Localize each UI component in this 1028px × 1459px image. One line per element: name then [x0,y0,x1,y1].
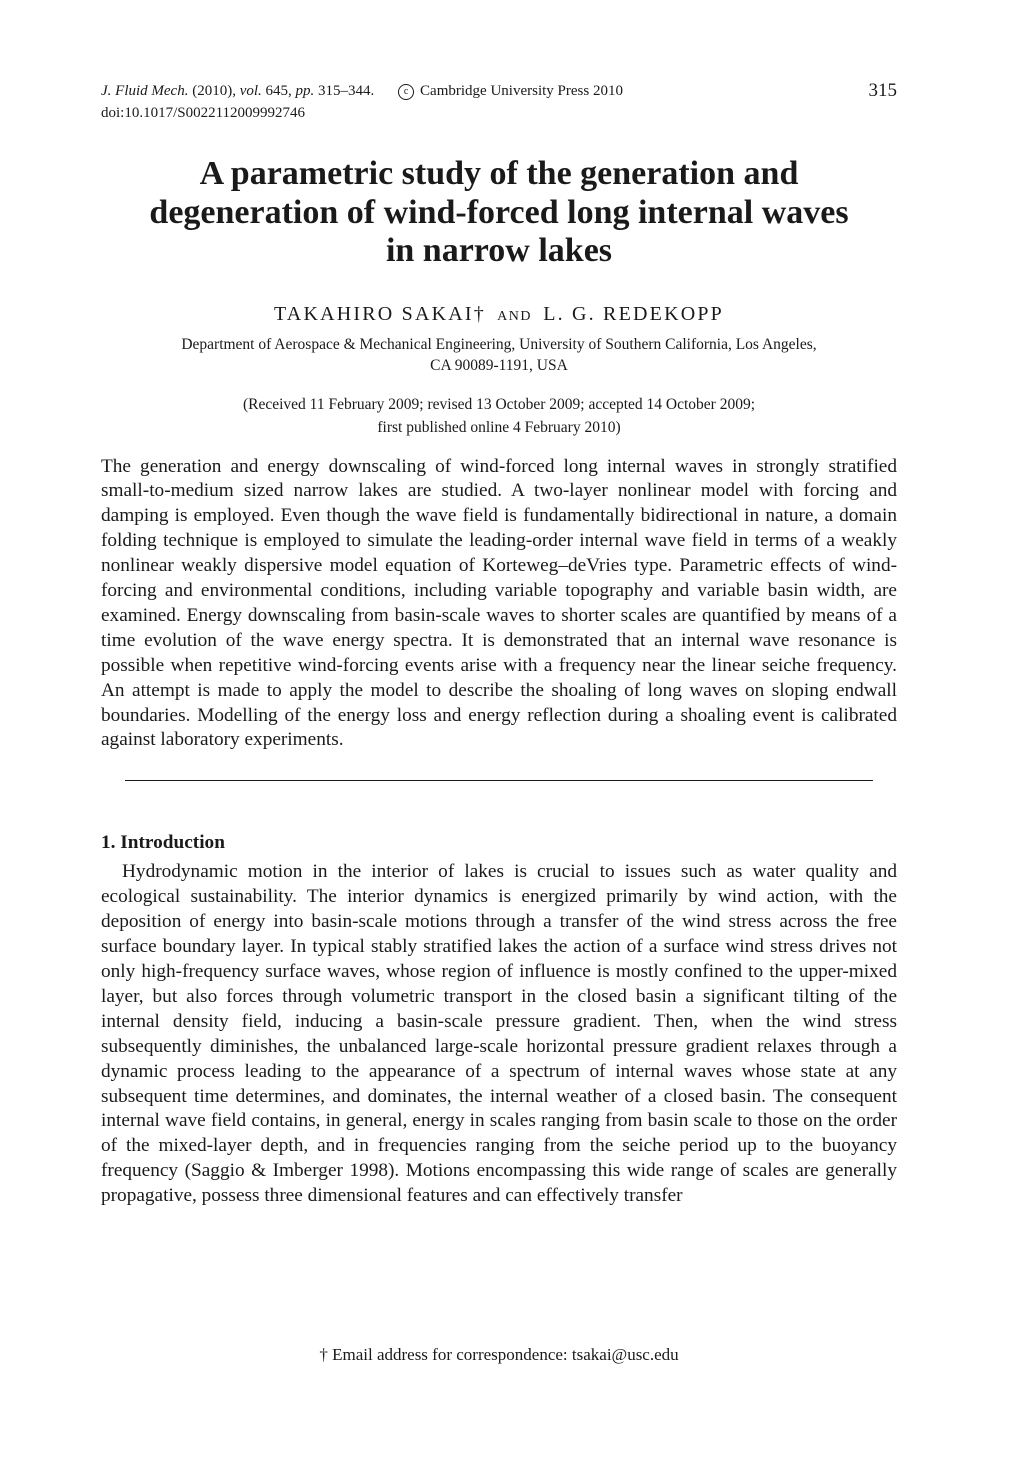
received-line: (Received 11 February 2009; revised 13 October 2009; accepted 14 October 2009; [242,395,756,413]
journal-name: J. Fluid Mech. [101,83,189,99]
received-line: first published online 4 February 2010) [377,418,621,436]
affiliation-line: CA 90089-1191, USA [430,356,568,374]
pages-label: pp. [295,83,315,99]
volume-number: 645, [265,83,292,99]
running-header [101,80,897,128]
doi: doi:10.1017/S0022112009992746 [101,105,306,121]
author-conjunction: AND [497,308,532,324]
author-sakai: TAKAHIRO SAKAI† [273,302,486,325]
affiliation [101,334,897,376]
page-number: 315 [868,80,897,101]
paper-page [101,80,897,1364]
section-heading: 1. Introduction [101,832,225,854]
citation-line [101,80,897,102]
paper-title: A parametric study of the generation and degeneration of wind-forced long internal waves in narrow lakes [149,155,849,269]
introduction-paragraph: Hydrodynamic motion in the interior of lakes is crucial to issues such as water quality and ecological sustainability. The interior dynamics is energized primarily by wind action, with the deposition of energy into basin-scale motions through a transfer of the wind stress across the free surface boundary layer. In typical stably stratified lakes the action of a surface wind stress drives not only high-frequency surface waves, whose region of influence is mostly confined to the upper-mixed layer, but also forces through volumetric transport in the closed basin a significant tilting of the internal density field, inducing a basin-scale pressure gradient. Then, when the wind stress subsequently diminishes, the unbalanced large-scale horizontal pressure gradient relaxes through a dynamic process leading to the appearance of a spectrum of internal waves whose state at any subsequent time determines, and dominates, the internal weather of a closed basin. The consequent internal wave field contains, in general, energy in scales ranging from basin scale to those on the order of the mixed-layer depth, and in frequencies ranging from the seiche period up to the buoyancy frequency (Saggio & Imberger 1998). Motions encompassing this wide range of scales are generally propagative, possess three dimensional features and can effectively transfer [101,861,897,1207]
abstract-divider [125,780,873,781]
copyright-notice [398,83,623,99]
journal-year: (2010), [192,83,236,99]
author-redekopp: L. G. REDEKOPP [543,302,724,325]
abstract: The generation and energy downscaling of wind-forced long internal waves in strongly stratified small-to-medium sized narrow lakes are studied. A two-layer nonlinear model with forcing and damping is employed. Even though the wave field is fundamentally bidirectional in nature, a domain folding technique is employed to simulate the leading-order internal wave field in terms of a weakly nonlinear weakly dispersive model equation of Korteweg–deVries type. Parametric effects of wind-forcing and environmental conditions, including variable topography and variable basin width, are examined. Energy downscaling from basin-scale waves to shorter scales are quantified by means of a time evolution of the wave energy spectra. It is demonstrated that an internal wave resonance is possible when repetitive wind-forcing events arise with a frequency near the linear seiche frequency. An attempt is made to apply the model to describe the shoaling of long waves on sloping endwall boundaries. Modelling of the energy loss and energy reflection during a shoaling event is calibrated against laboratory experiments. [101,455,897,751]
affiliation-line: Department of Aerospace & Mechanical Engineering, University of Southern California, Los Angeles, [181,335,817,353]
received-dates [101,393,897,439]
page-range: 315–344. [318,83,375,99]
author-list [101,303,897,326]
copyright-text: Cambridge University Press 2010 [420,83,623,99]
volume-label: vol. [239,83,262,99]
copyright-icon: c [398,84,414,100]
correspondence-footnote: † Email address for correspondence: tsakai@usc.edu [319,1345,679,1364]
